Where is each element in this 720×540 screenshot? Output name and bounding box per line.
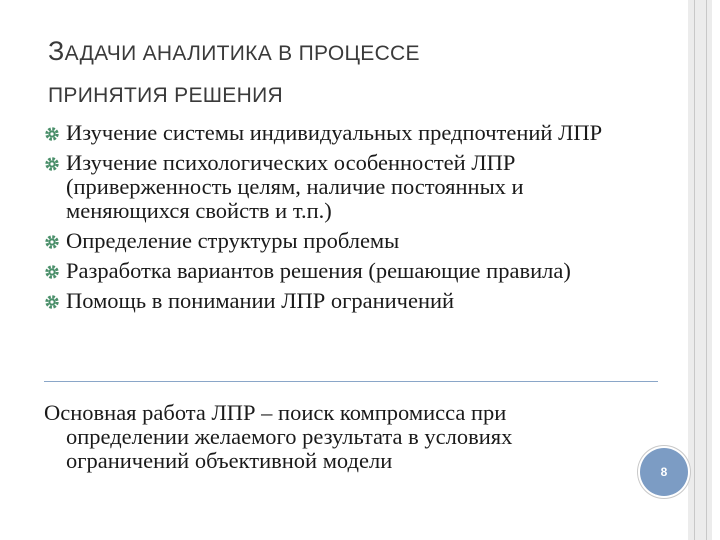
bullet-item (44, 259, 634, 283)
summary-note: Основная работа ЛПР – поиск компромисса при определении желаемого результата в условиях ограничений объективной модели (44, 400, 513, 473)
bullet-text: Изучение системы индивидуальных предпочтений ЛПР (66, 120, 603, 145)
page-number: 8 (660, 465, 668, 479)
slide-title (48, 30, 648, 117)
gear-icon (44, 264, 60, 280)
page-number-badge (640, 448, 688, 496)
divider (44, 381, 658, 382)
gear-icon (44, 294, 60, 310)
right-edge-decoration (680, 0, 720, 540)
gear-icon (44, 126, 60, 142)
bullet-item (44, 121, 634, 145)
bullet-text: Изучение психологических особенностей ЛПР (приверженность целям, наличие постоянных и меняющихся свойств и т.п.) (66, 150, 524, 223)
bullet-item (44, 229, 634, 253)
bullet-item (44, 151, 634, 223)
gear-icon (44, 234, 60, 250)
title-first-letter: З (48, 36, 65, 66)
title-line-1 (48, 36, 420, 66)
bullet-text: Разработка вариантов решения (решающие правила) (66, 258, 571, 283)
gear-icon (44, 156, 60, 172)
bullet-list (44, 121, 634, 319)
bullet-text: Определение структуры проблемы (66, 228, 400, 253)
title-line1-rest: АДАЧИ АНАЛИТИКА В ПРОЦЕССЕ (64, 42, 420, 65)
bullet-item (44, 289, 634, 313)
title-line-2: ПРИНЯТИЯ РЕШЕНИЯ (48, 84, 283, 107)
bullet-text: Помощь в понимании ЛПР ограничений (66, 288, 455, 313)
